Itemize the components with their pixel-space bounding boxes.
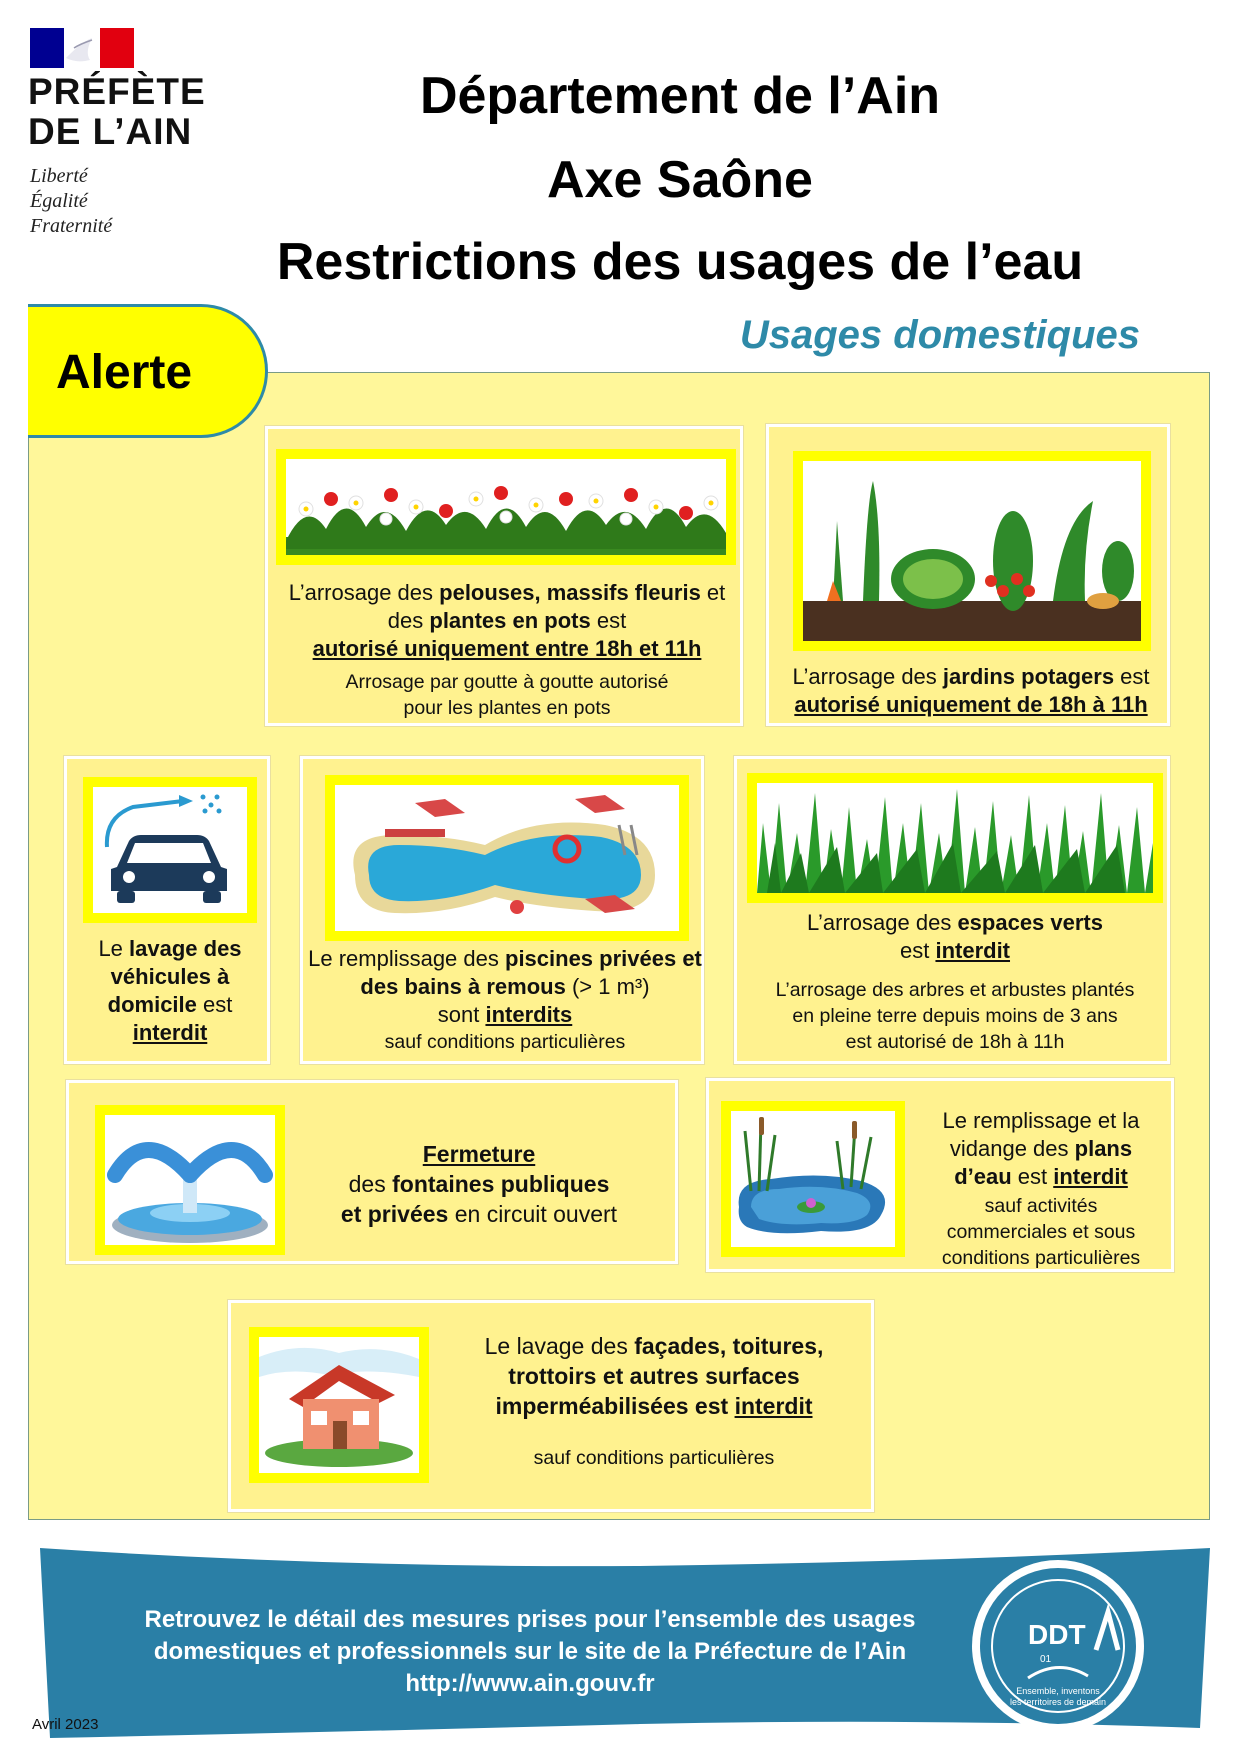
lawns-rule-text: L’arrosage des pelouses, massifs fleuris et des plantes en pots est autorisé uniquement entre 18h et 11h [288,580,726,661]
footer-text: Retrouvez le détail des mesures prises pour l’ensemble des usages domestiques et professionnels sur le site de la Préfecture de l’Ain http://www.ain.gouv.fr [80,1604,980,1700]
green-spaces-rule-text: L’arrosage des espaces verts est interdit [807,910,1103,963]
ponds-rule-text: Le remplissage et la vidange des plans d’eau est interdit [942,1108,1140,1189]
gardens-rule-text: L’arrosage des jardins potagers est autorisé uniquement de 18h à 11h [792,664,1150,717]
republic-motto: Liberté Égalité Fraternité [30,165,113,237]
page-title-restrictions: Restrictions des usages de l’eau [276,233,1084,291]
card-pools [300,756,704,1064]
footer-url[interactable]: http://www.ain.gouv.fr [405,1670,655,1697]
green-spaces-rule: interdit [935,938,1011,963]
lawns-rule: autorisé uniquement entre 18h et 11h [312,636,702,661]
page-subtitle: Usages domestiques [739,313,1140,357]
pool-icon [335,785,679,931]
svg-text:DDT: DDT [1028,1619,1086,1650]
gardens-rule: autorisé uniquement de 18h à 11h [794,692,1148,717]
svg-text:les territoires de demain: les territoires de demain [1009,1697,1107,1707]
ponds-rule: interdit [1053,1164,1128,1189]
svg-text:01: 01 [1040,1654,1052,1665]
facades-rule-text: Le lavage des façades, toitures, trottoirs et autres surfaces imperméabilisées est interdit [484,1333,824,1419]
pools-rule-text: Le remplissage des piscines privées et des bains à remous (> 1 m³) sont interdits [308,946,702,1027]
page-title-department: Département de l’Ain [419,67,941,125]
publication-date: Avril 2023 [32,1716,99,1733]
pools-rule: interdits [485,1002,573,1027]
flowers-image [276,449,736,565]
ponds-note: sauf activités commerciales et sous conditions particulières [941,1195,1141,1269]
prefecture-logo-text: PRÉFÈTE DE L’AIN [28,71,206,152]
alert-level-badge [28,304,268,438]
car-wash-rule: interdit [132,1020,208,1045]
fountains-rule: Fermeture [422,1141,536,1167]
pond-image [721,1101,905,1257]
card-facades [228,1300,874,1512]
vegetable-garden-icon [803,461,1141,641]
card-green-spaces [734,756,1170,1064]
car-wash-image [83,777,257,923]
facades-note: sauf conditions particulières [533,1447,775,1469]
page-title-axis: Axe Saône [547,151,813,209]
pool-image [325,775,689,941]
ddt-badge-icon [958,1558,1158,1734]
svg-text:Ensemble, inventons: Ensemble, inventons [1016,1686,1100,1696]
pools-note: sauf conditions particulières [384,1031,626,1053]
alert-level-label: Alerte [56,346,193,399]
card-vegetable-gardens [766,424,1170,726]
pond-icon [731,1111,895,1247]
car-wash-icon [93,787,247,913]
card-car-washing [64,756,270,1064]
grass-icon [757,783,1153,893]
green-spaces-note: L’arrosage des arbres et arbustes plantés en pleine terre depuis moins de 3 ans est autorisé de 18h à 11h [775,979,1135,1053]
marianne-logo [30,28,134,68]
card-lawns-flowers [265,426,743,726]
fountains-rule-text: Fermeture des fontaines publiques et privées en circuit ouvert [340,1141,618,1227]
fountain-image [95,1105,285,1255]
flower-bed-icon [286,459,726,555]
house-image [249,1327,429,1483]
house-icon [259,1337,419,1473]
card-ponds [706,1078,1174,1272]
grass-image [747,773,1163,903]
vegetable-garden-image [793,451,1151,651]
ddt-logo [958,1558,1158,1734]
lawns-note: Arrosage par goutte à goutte autorisé pour les plantes en pots [345,671,669,719]
card-fountains [66,1080,678,1264]
car-wash-rule-text: Le lavage des véhicules à domicile est interdit [98,936,242,1045]
facades-rule: interdit [734,1393,813,1419]
fountain-icon [105,1115,275,1245]
